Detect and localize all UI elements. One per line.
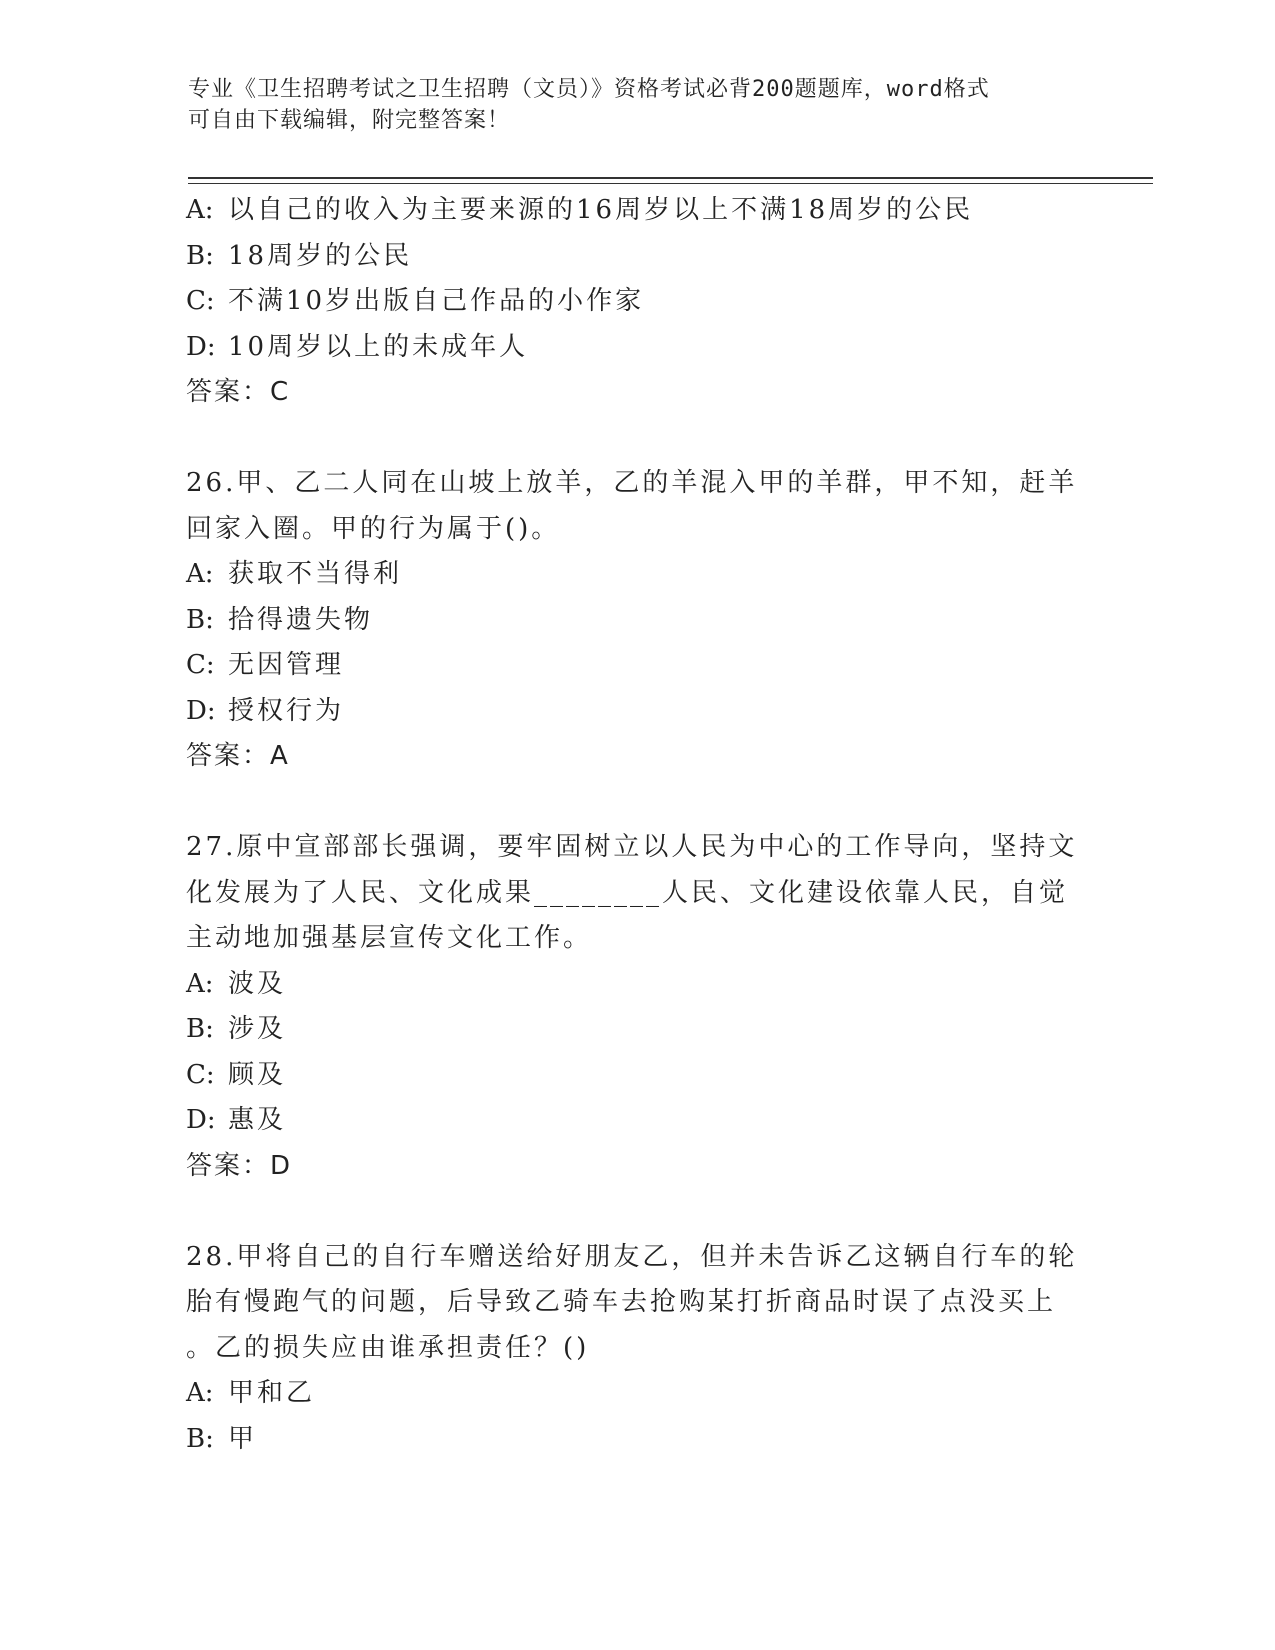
option-c — [186, 1053, 1086, 1099]
option-letter: D: — [186, 695, 216, 726]
option-a — [186, 1371, 1086, 1417]
option-text: 10周岁以上的未成年人 — [228, 331, 529, 362]
option-a — [186, 552, 1086, 598]
question-content — [186, 188, 1086, 1462]
option-text: 惠及 — [228, 1105, 287, 1135]
answer-line: 答案：C — [186, 377, 291, 407]
option-b — [186, 1007, 1086, 1053]
page-header — [188, 74, 1068, 136]
option-a — [186, 188, 1086, 234]
option-b — [186, 598, 1086, 644]
option-letter: C: — [186, 650, 215, 680]
answer-line: 答案：A — [186, 741, 290, 771]
option-d — [186, 689, 1086, 735]
option-c — [186, 279, 1086, 325]
option-text: 不满10岁出版自己作品的小作家 — [228, 286, 645, 316]
option-text: 授权行为 — [228, 695, 345, 726]
option-d — [186, 1098, 1086, 1144]
answer-line: 答案：D — [186, 1150, 293, 1181]
option-letter: B: — [186, 240, 214, 271]
option-c — [186, 643, 1086, 689]
option-letter: D: — [186, 1105, 216, 1135]
question-stem-line: 27.原中宣部部长强调，要牢固树立以人民为中心的工作导向，坚持文 — [186, 832, 1078, 862]
option-letter: B: — [186, 1423, 214, 1454]
question-stem-line: 。乙的损失应由谁承担责任？() — [186, 1332, 590, 1363]
option-letter: C: — [186, 286, 215, 316]
spacer — [186, 780, 1086, 826]
option-b — [186, 1417, 1086, 1463]
option-text: 18周岁的公民 — [228, 240, 413, 271]
option-text: 拾得遗失物 — [228, 604, 374, 635]
option-d — [186, 325, 1086, 371]
option-letter: B: — [186, 1014, 214, 1044]
option-text: 甲和乙 — [228, 1378, 316, 1408]
option-letter: B: — [186, 604, 214, 635]
spacer — [186, 1189, 1086, 1235]
question-stem-line: 28.甲将自己的自行车赠送给好朋友乙，但并未告诉乙这辆自行车的轮 — [186, 1241, 1078, 1272]
header-rule-thin — [188, 183, 1153, 184]
option-letter: A: — [186, 1378, 214, 1408]
option-letter: C: — [186, 1059, 215, 1090]
option-text: 获取不当得利 — [228, 559, 403, 589]
question-28 — [186, 1235, 1086, 1463]
option-letter: D: — [186, 331, 216, 362]
option-b — [186, 234, 1086, 280]
option-text: 波及 — [228, 968, 287, 999]
option-letter: A: — [186, 195, 214, 225]
header-line-1: 专业《卫生招聘考试之卫生招聘（文员）》资格考试必背200题题库，word格式 — [188, 77, 990, 102]
header-rule-thick — [188, 177, 1153, 179]
question-stem-line: 主动地加强基层宣传文化工作。 — [186, 923, 593, 953]
option-text: 顾及 — [228, 1059, 287, 1090]
header-line-2: 可自由下载编辑，附完整答案！ — [188, 108, 511, 133]
option-a — [186, 962, 1086, 1008]
prev-question-options — [186, 188, 1086, 416]
option-text: 甲 — [228, 1423, 258, 1454]
question-27 — [186, 825, 1086, 1189]
question-stem-line: 胎有慢跑气的问题，后导致乙骑车去抢购某打折商品时误了点没买上 — [186, 1287, 1057, 1317]
question-stem-line: 26.甲、乙二人同在山坡上放羊，乙的羊混入甲的羊群，甲不知，赶羊 — [186, 468, 1078, 498]
question-26 — [186, 461, 1086, 780]
spacer — [186, 416, 1086, 462]
option-text: 涉及 — [228, 1014, 287, 1044]
question-stem-line: 化发展为了人民、文化成果________人民、文化建设依靠人民，自觉 — [186, 877, 1069, 908]
option-text: 无因管理 — [228, 650, 345, 680]
question-stem-line: 回家入圈。甲的行为属于()。 — [186, 513, 561, 544]
option-letter: A: — [186, 559, 214, 589]
option-text: 以自己的收入为主要来源的16周岁以上不满18周岁的公民 — [228, 195, 974, 225]
option-letter: A: — [186, 968, 214, 999]
